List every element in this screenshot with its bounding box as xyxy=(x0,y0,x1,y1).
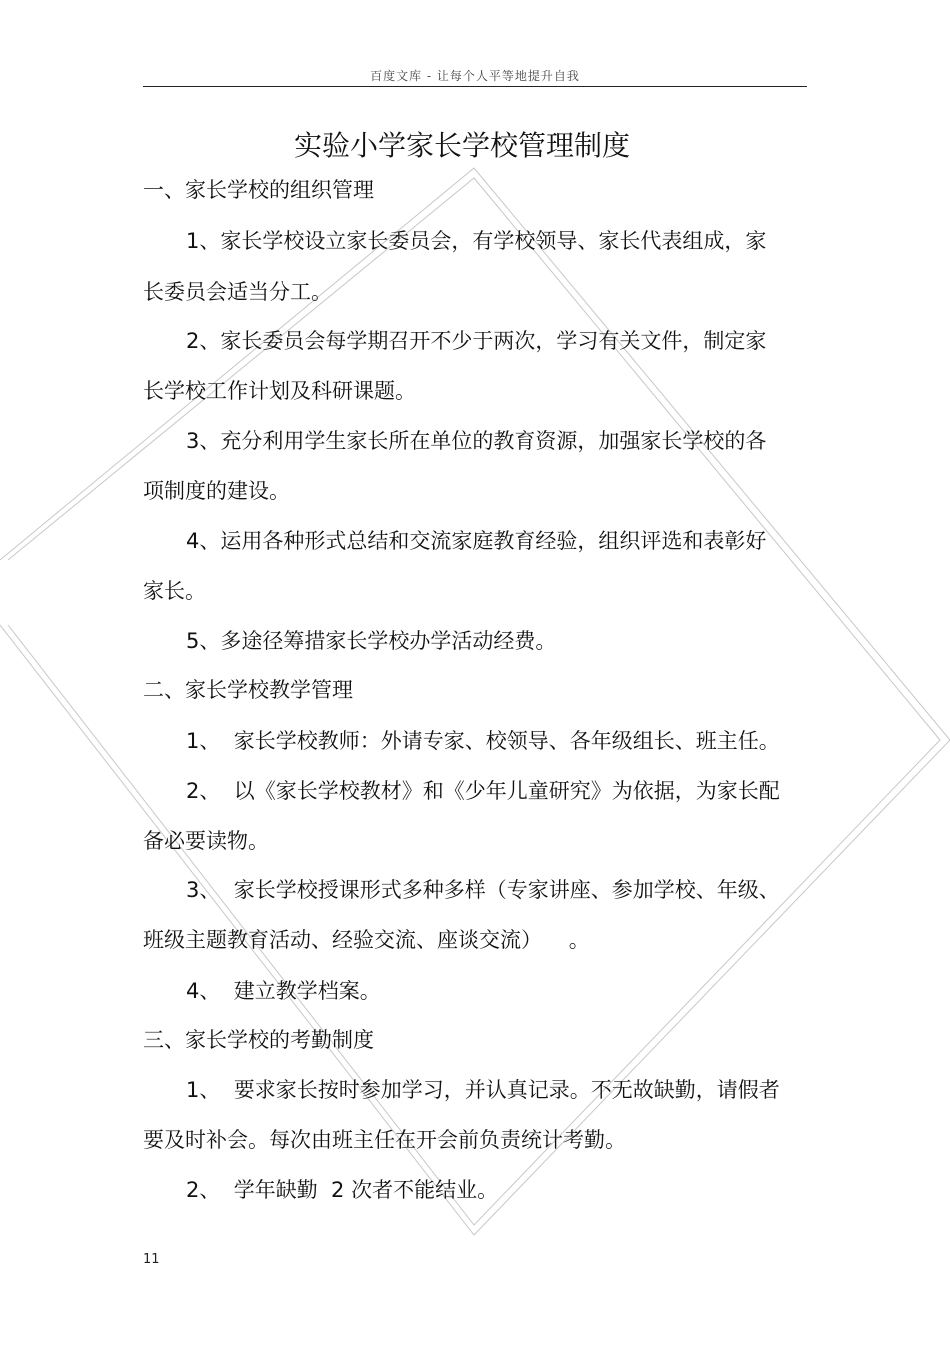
section-heading-3: 三、家长学校的考勤制度 xyxy=(143,1028,374,1052)
document-title: 实验小学家长学校管理制度 xyxy=(293,129,630,162)
paragraph-line: 3、 家长学校授课形式多种多样（专家讲座、参加学校、年级、 xyxy=(186,878,780,902)
paragraph-line: 项制度的建设。 xyxy=(143,479,290,503)
paragraph-line: 备必要读物。 xyxy=(143,829,269,853)
paragraph-line: 1、 要求家长按时参加学习，并认真记录。不无故缺勤，请假者 xyxy=(186,1078,780,1102)
section-heading-2: 二、家长学校教学管理 xyxy=(143,678,353,702)
paragraph-line: 4、 建立教学档案。 xyxy=(186,979,381,1003)
paragraph-line: 2、家长委员会每学期召开不少于两次，学习有关文件，制定家 xyxy=(186,329,767,353)
paragraph-line: 2、 学年缺勤 2 次者不能结业。 xyxy=(186,1178,499,1202)
paragraph-line: 2、 以《家长学校教材》和《少年儿童研究》为依据，为家长配 xyxy=(186,779,780,803)
paragraph-line: 5、多途径筹措家长学校办学活动经费。 xyxy=(186,629,557,653)
paragraph-line: 长委员会适当分工。 xyxy=(143,280,332,304)
paragraph-line: 1、家长学校设立家长委员会，有学校领导、家长代表组成，家 xyxy=(186,229,767,253)
page-header: 百度文库 - 让每个人平等地提升自我 xyxy=(370,69,580,83)
paragraph-line: 要及时补会。每次由班主任在开会前负责统计考勤。 xyxy=(143,1128,626,1152)
paragraph-line: 1、 家长学校教师：外请专家、校领导、各年级组长、班主任。 xyxy=(186,729,780,753)
paragraph-line: 家长。 xyxy=(143,579,206,603)
paragraph-line: 4、运用各种形式总结和交流家庭教育经验，组织评选和表彰好 xyxy=(186,529,767,553)
section-heading-1: 一、家长学校的组织管理 xyxy=(143,178,374,202)
header-rule xyxy=(143,86,807,87)
page-number: 11 xyxy=(143,1252,160,1267)
paragraph-line: 长学校工作计划及科研课题。 xyxy=(143,379,416,403)
paragraph-line: 班级主题教育活动、经验交流、座谈交流） 。 xyxy=(143,928,590,952)
paragraph-line: 3、充分利用学生家长所在单位的教育资源，加强家长学校的各 xyxy=(186,429,767,453)
